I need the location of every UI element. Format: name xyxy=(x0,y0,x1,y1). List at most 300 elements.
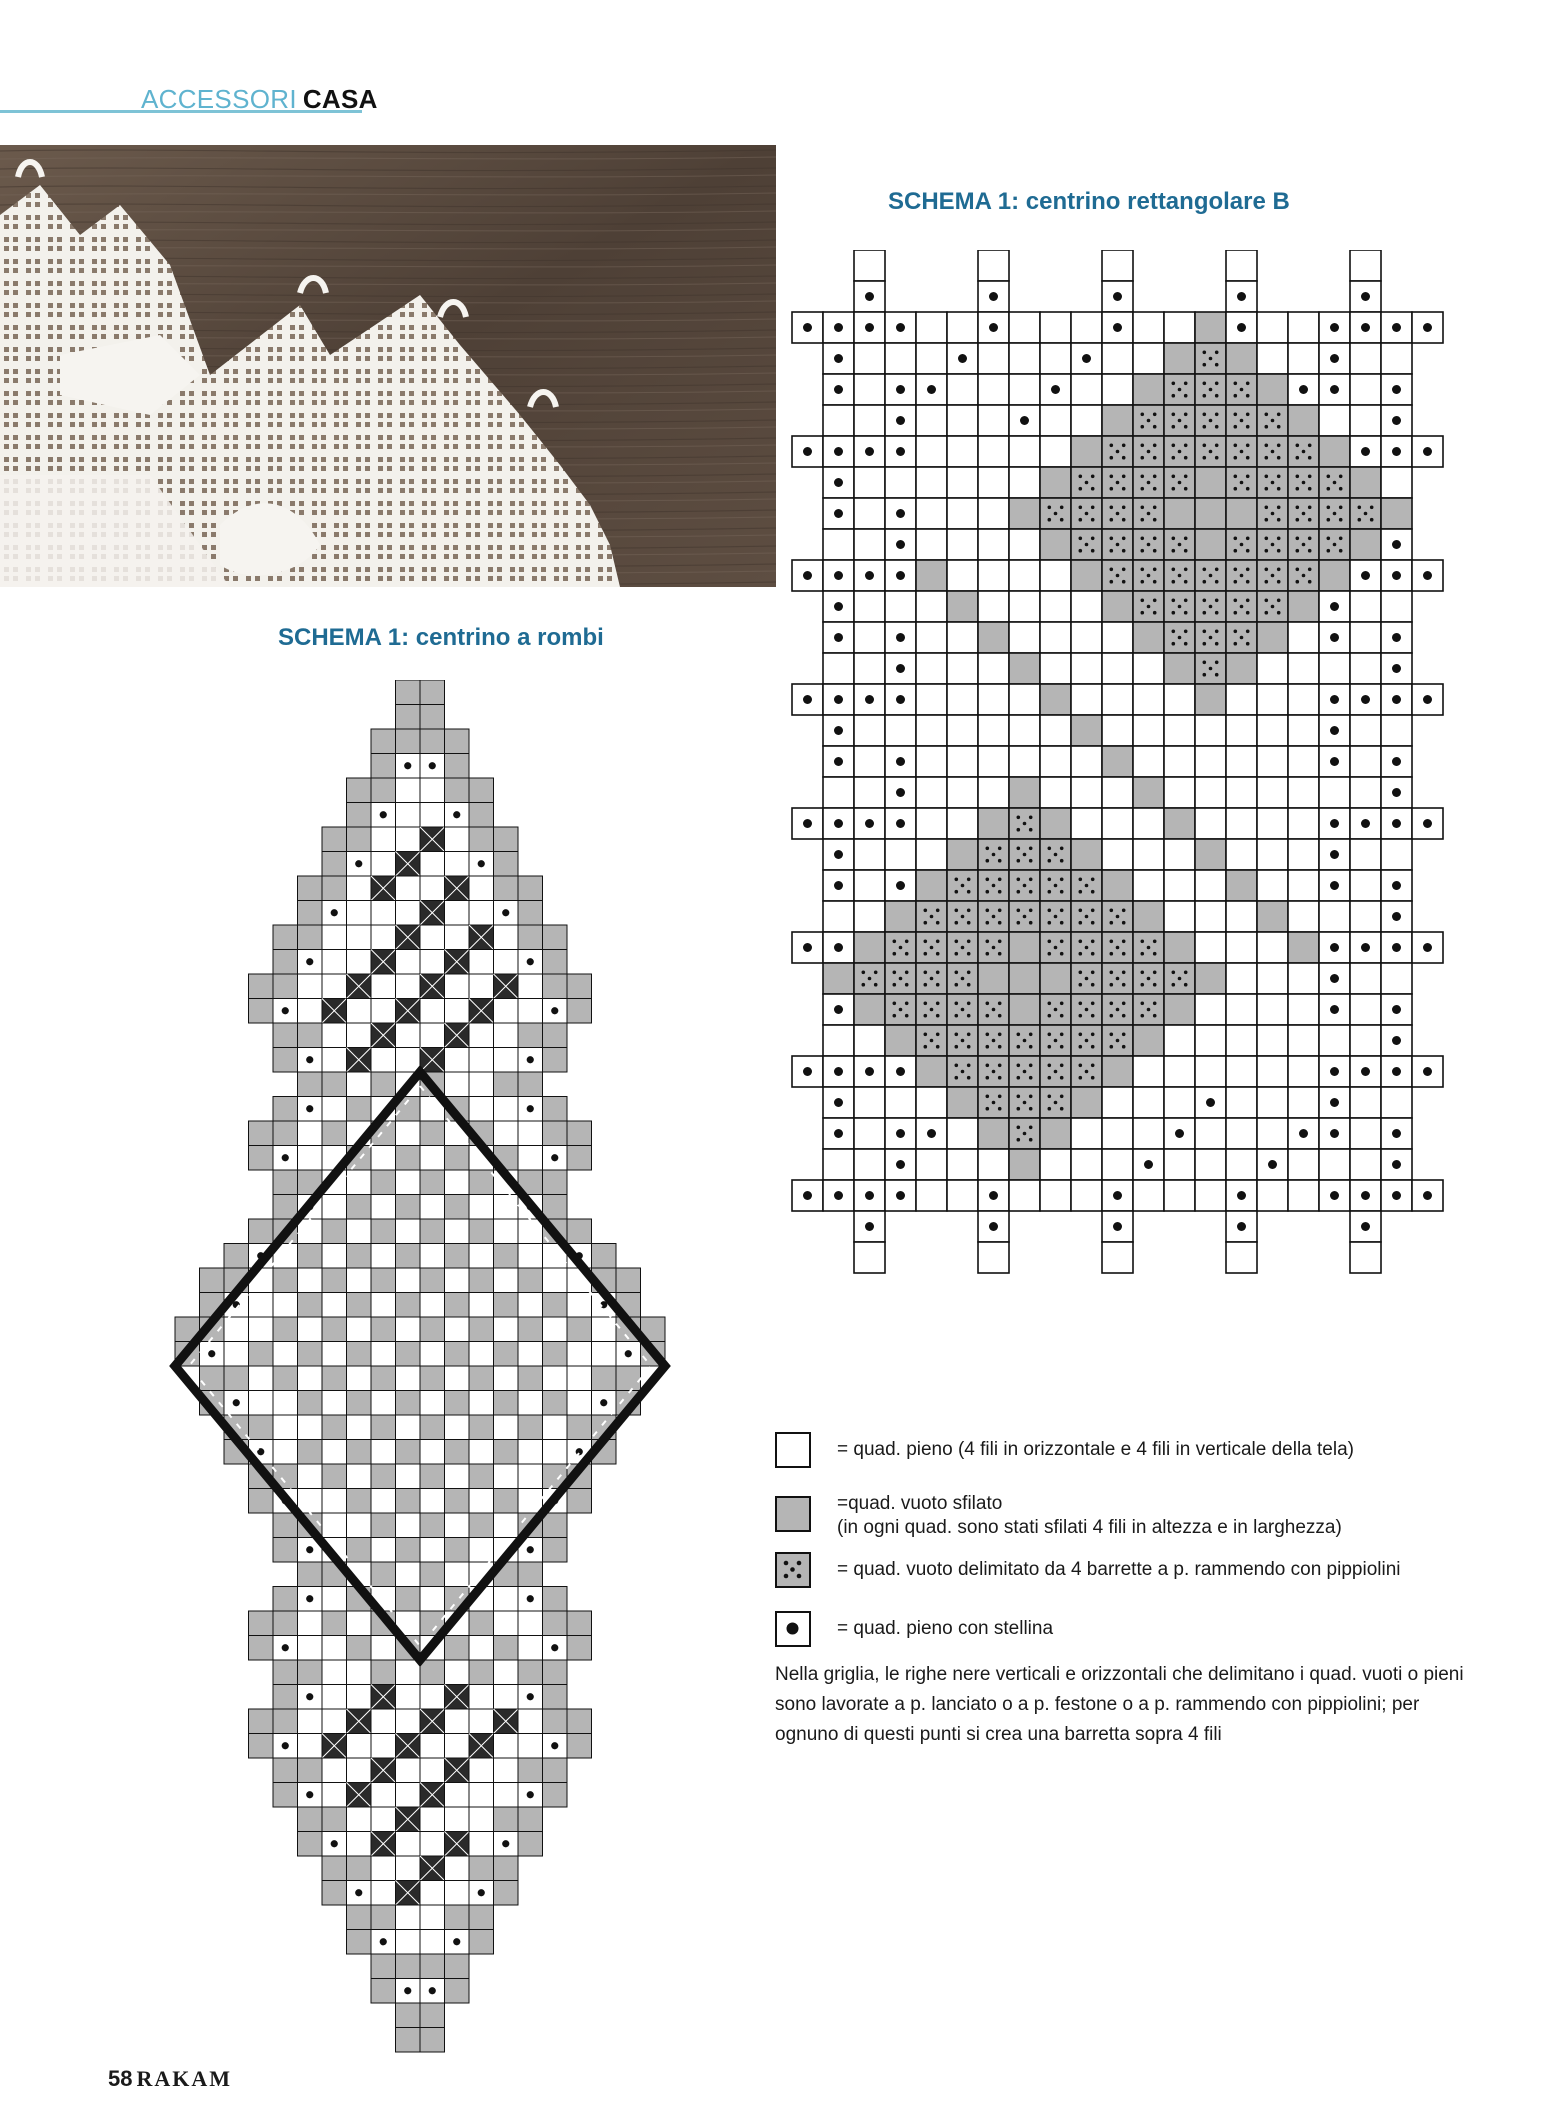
diamond-cell xyxy=(347,1244,372,1269)
rect-cell-full xyxy=(916,343,947,374)
rect-picot-dot xyxy=(1296,456,1300,460)
diamond-cell xyxy=(445,1709,470,1734)
lace-illustration xyxy=(0,145,776,587)
diamond-star-dot xyxy=(502,1840,509,1847)
rect-cell-full xyxy=(1381,715,1412,746)
rect-cell-full xyxy=(1288,746,1319,777)
rect-picot-dot xyxy=(1277,549,1281,553)
rect-picot-dot xyxy=(1029,847,1033,851)
rect-picot-dot xyxy=(1209,574,1213,578)
diamond-cell xyxy=(396,1293,421,1318)
rect-cell-full xyxy=(1009,312,1040,343)
rect-cell-full xyxy=(854,343,885,374)
diamond-cell xyxy=(249,1293,274,1318)
rect-cell-full xyxy=(1195,1180,1226,1211)
rect-cell-full xyxy=(1164,1180,1195,1211)
rect-cell-full xyxy=(1133,746,1164,777)
rect-cell-empty xyxy=(978,963,1009,994)
rect-star-dot xyxy=(1392,664,1401,673)
rect-star-dot xyxy=(803,1067,812,1076)
rect-picot-dot xyxy=(1209,636,1213,640)
rect-picot-dot xyxy=(1265,611,1269,615)
rect-picot-dot xyxy=(998,1107,1002,1111)
diamond-cell xyxy=(249,1317,274,1342)
rect-picot-dot xyxy=(1060,921,1064,925)
rect-picot-dot xyxy=(1153,983,1157,987)
rect-cell-empty xyxy=(1350,529,1381,560)
rect-picot-dot xyxy=(1153,413,1157,417)
rect-picot-dot xyxy=(1029,909,1033,913)
rect-picot-dot xyxy=(1308,537,1312,541)
diamond-cell xyxy=(494,1758,519,1783)
diamond-cell xyxy=(371,1856,396,1881)
legend-item-star xyxy=(775,1611,1495,1651)
rect-cell-empty xyxy=(1009,498,1040,529)
rect-picot-dot xyxy=(1091,971,1095,975)
diamond-cell xyxy=(445,778,470,803)
diamond-cell xyxy=(298,1611,323,1636)
diamond-cell xyxy=(445,1881,470,1906)
diamond-cell xyxy=(543,1758,568,1783)
legend-text-dotted: = quad. vuoto delimitato da 4 barrette a p. rammendo con pippiolini xyxy=(837,1559,1401,1580)
rect-picot-dot xyxy=(1172,549,1176,553)
diamond-cell xyxy=(396,680,421,705)
rect-star-dot xyxy=(803,571,812,580)
rect-cell-empty xyxy=(1009,932,1040,963)
rect-picot-dot xyxy=(1358,518,1362,522)
rect-star-dot xyxy=(834,850,843,859)
diamond-cell xyxy=(396,1268,421,1293)
rect-cell-empty xyxy=(1164,343,1195,374)
rect-cell-full xyxy=(1133,1180,1164,1211)
rect-cell-full xyxy=(1257,684,1288,715)
diamond-cell xyxy=(298,901,323,926)
legend-dotted-square-icon xyxy=(775,1552,811,1588)
rect-cell-full xyxy=(916,622,947,653)
rect-cell-full xyxy=(1102,250,1133,281)
rect-picot-dot xyxy=(1203,394,1207,398)
rect-picot-dot xyxy=(1203,599,1207,603)
rect-picot-dot xyxy=(1048,1064,1052,1068)
diamond-cell xyxy=(445,1905,470,1930)
rect-picot-dot xyxy=(1178,450,1182,454)
diamond-cell xyxy=(347,1856,372,1881)
rect-picot-dot xyxy=(1122,580,1126,584)
diamond-cell xyxy=(371,778,396,803)
rect-picot-dot xyxy=(1203,568,1207,572)
rect-cell-full xyxy=(1164,901,1195,932)
diamond-cell xyxy=(494,1097,519,1122)
rect-picot-dot xyxy=(1048,890,1052,894)
rect-cell-empty xyxy=(885,1025,916,1056)
rect-cell-full xyxy=(916,746,947,777)
rect-cell-full xyxy=(1133,870,1164,901)
rect-cell-full xyxy=(1319,1025,1350,1056)
rect-picot-dot xyxy=(1240,636,1244,640)
rect-picot-dot xyxy=(1172,456,1176,460)
diamond-cell xyxy=(298,1758,323,1783)
rect-picot-dot xyxy=(986,1107,990,1111)
diamond-cell xyxy=(469,1783,494,1808)
rect-picot-dot xyxy=(1153,487,1157,491)
diamond-cell xyxy=(200,1268,225,1293)
diamond-cell xyxy=(469,1611,494,1636)
diamond-star-dot xyxy=(355,860,362,867)
rect-picot-dot xyxy=(998,940,1002,944)
rect-picot-dot xyxy=(1048,1107,1052,1111)
rect-cell-full xyxy=(885,343,916,374)
diamond-cell xyxy=(518,1489,543,1514)
rect-star-dot xyxy=(1392,323,1401,332)
diamond-star-dot xyxy=(551,1154,558,1161)
diamond-cell xyxy=(469,1930,494,1955)
diamond-cell xyxy=(298,1709,323,1734)
rect-cell-empty xyxy=(1133,777,1164,808)
rect-cell-full xyxy=(1009,560,1040,591)
rect-star-dot xyxy=(1392,447,1401,456)
rect-cell-full xyxy=(1195,870,1226,901)
rect-picot-dot xyxy=(862,983,866,987)
rect-cell-full xyxy=(1071,808,1102,839)
schema-rect-grid xyxy=(790,250,1460,1300)
rect-picot-dot xyxy=(1209,450,1213,454)
rect-cell-full xyxy=(1195,901,1226,932)
rect-star-dot xyxy=(1237,1222,1246,1231)
diamond-cell xyxy=(298,1440,323,1465)
rect-picot-dot xyxy=(1054,946,1058,950)
rect-cell-full xyxy=(947,498,978,529)
diamond-cell xyxy=(420,1562,445,1587)
rect-star-dot xyxy=(1361,571,1370,580)
diamond-cell xyxy=(469,1170,494,1195)
rect-picot-dot xyxy=(986,1002,990,1006)
diamond-cell xyxy=(298,1562,323,1587)
rect-star-dot xyxy=(834,323,843,332)
rect-picot-dot xyxy=(924,909,928,913)
legend-dot-square-icon xyxy=(775,1611,811,1647)
rect-cell-full xyxy=(1071,374,1102,405)
diamond-cell xyxy=(592,1342,617,1367)
diamond-cell xyxy=(567,1366,592,1391)
diamond-cell xyxy=(543,1293,568,1318)
rect-cell-full xyxy=(916,312,947,343)
diamond-star-dot xyxy=(502,909,509,916)
diamond-cell xyxy=(298,1146,323,1171)
rect-picot-dot xyxy=(967,909,971,913)
rect-picot-dot xyxy=(1234,580,1238,584)
diamond-cell xyxy=(322,1685,347,1710)
diamond-cell xyxy=(322,1366,347,1391)
diamond-cell xyxy=(322,1489,347,1514)
rect-picot-dot xyxy=(1234,475,1238,479)
diamond-cell xyxy=(371,1905,396,1930)
rect-picot-dot xyxy=(1017,1107,1021,1111)
rect-cell-full xyxy=(1226,777,1257,808)
rect-star-dot xyxy=(1330,881,1339,890)
diamond-cell xyxy=(445,1538,470,1563)
rect-star-dot xyxy=(803,323,812,332)
diamond-cell xyxy=(469,778,494,803)
diamond-cell xyxy=(396,1513,421,1538)
rect-picot-dot xyxy=(1141,940,1145,944)
rect-cell-full xyxy=(1164,839,1195,870)
rect-cell-full xyxy=(1288,777,1319,808)
rect-star-dot xyxy=(1330,757,1339,766)
rect-picot-dot xyxy=(1147,574,1151,578)
rect-star-dot xyxy=(803,819,812,828)
diamond-cell xyxy=(371,1881,396,1906)
rect-picot-dot xyxy=(1296,568,1300,572)
diamond-cell xyxy=(420,1366,445,1391)
rect-star-dot xyxy=(1144,1160,1153,1169)
diamond-cell xyxy=(445,1783,470,1808)
rect-picot-dot xyxy=(1060,859,1064,863)
diamond-cell xyxy=(567,1391,592,1416)
diamond-cell xyxy=(543,950,568,975)
rect-cell-full xyxy=(1071,777,1102,808)
rect-star-dot xyxy=(865,447,874,456)
diamond-cell xyxy=(396,1366,421,1391)
diamond-cell xyxy=(420,1758,445,1783)
diamond-cell xyxy=(273,1685,298,1710)
rect-cell-full xyxy=(916,467,947,498)
diamond-cell xyxy=(298,1807,323,1832)
rect-star-dot xyxy=(1330,1005,1339,1014)
diamond-cell xyxy=(347,1342,372,1367)
diamond-cell xyxy=(298,1268,323,1293)
diamond-cell xyxy=(371,1244,396,1269)
rect-picot-dot xyxy=(998,878,1002,882)
rect-picot-dot xyxy=(1122,475,1126,479)
rect-cell-full xyxy=(854,746,885,777)
rect-picot-dot xyxy=(893,983,897,987)
rect-picot-dot xyxy=(1153,568,1157,572)
diamond-cell xyxy=(494,1244,519,1269)
diamond-star-dot xyxy=(527,1693,534,1700)
diamond-cell xyxy=(543,1366,568,1391)
rect-picot-dot xyxy=(1184,537,1188,541)
diamond-cell xyxy=(273,1268,298,1293)
diamond-cell xyxy=(518,1415,543,1440)
diamond-cell xyxy=(518,1121,543,1146)
rect-star-dot xyxy=(834,354,843,363)
diamond-cell xyxy=(567,1146,592,1171)
diamond-cell xyxy=(469,1905,494,1930)
diamond-cell xyxy=(518,1366,543,1391)
rect-picot-dot xyxy=(1308,549,1312,553)
page-footer xyxy=(108,2066,232,2092)
diamond-cell xyxy=(420,1391,445,1416)
diamond-cell xyxy=(445,1440,470,1465)
rect-picot-dot xyxy=(1110,518,1114,522)
rect-picot-dot xyxy=(1153,444,1157,448)
rect-star-dot xyxy=(896,788,905,797)
diamond-cell xyxy=(518,1244,543,1269)
rect-picot-dot xyxy=(893,952,897,956)
diamond-cell xyxy=(322,925,347,950)
diamond-cell xyxy=(298,1415,323,1440)
rect-picot-dot xyxy=(1079,890,1083,894)
rect-picot-dot xyxy=(1048,847,1052,851)
diamond-cell xyxy=(567,1636,592,1661)
rect-picot-dot xyxy=(1110,1002,1114,1006)
rect-picot-dot xyxy=(936,940,940,944)
rect-picot-dot xyxy=(1240,605,1244,609)
diamond-cell xyxy=(371,1562,396,1587)
legend-note: Nella griglia, le righe nere verticali e orizzontali che delimitano i quad. vuoti o pieni sono lavorate a p. lanciato o a p. festone o a p. rammendo con pippiolini; per ognuno di questi punti si crea una barretta sopra 4 fili xyxy=(775,1664,1464,1745)
rect-picot-dot xyxy=(1296,475,1300,479)
rect-picot-dot xyxy=(1265,413,1269,417)
diamond-cell xyxy=(347,876,372,901)
rect-picot-dot xyxy=(924,1002,928,1006)
rect-cell-full xyxy=(1009,591,1040,622)
rect-picot-dot xyxy=(1246,475,1250,479)
diamond-cell xyxy=(469,1513,494,1538)
rect-picot-dot xyxy=(1215,413,1219,417)
rect-picot-dot xyxy=(1085,1008,1089,1012)
diamond-cell xyxy=(518,1023,543,1048)
rect-picot-dot xyxy=(1085,946,1089,950)
diamond-cell xyxy=(592,1366,617,1391)
diamond-cell xyxy=(322,1195,347,1220)
rect-picot-dot xyxy=(1339,487,1343,491)
diamond-cell xyxy=(420,1538,445,1563)
rect-cell-full xyxy=(1133,1118,1164,1149)
diamond-cell xyxy=(298,1121,323,1146)
rect-cell-full xyxy=(1102,653,1133,684)
diamond-star-dot xyxy=(527,958,534,965)
rect-cell-full xyxy=(1164,746,1195,777)
diamond-cell xyxy=(273,1023,298,1048)
rect-picot-dot xyxy=(930,1039,934,1043)
rect-star-dot xyxy=(1051,385,1060,394)
diamond-cell xyxy=(567,1734,592,1759)
rect-picot-dot xyxy=(1234,630,1238,634)
diamond-cell xyxy=(396,1048,421,1073)
rect-picot-dot xyxy=(1017,847,1021,851)
diamond-star-dot xyxy=(453,1938,460,1945)
rect-picot-dot xyxy=(1029,878,1033,882)
diamond-cell xyxy=(420,803,445,828)
diamond-cell xyxy=(518,1832,543,1857)
rect-picot-dot xyxy=(1308,580,1312,584)
rect-picot-dot xyxy=(1048,506,1052,510)
rect-picot-dot xyxy=(961,946,965,950)
rect-picot-dot xyxy=(924,1014,928,1018)
diamond-cell xyxy=(298,1660,323,1685)
diamond-cell xyxy=(249,1391,274,1416)
rect-star-dot xyxy=(1361,1067,1370,1076)
rect-picot-dot xyxy=(1147,977,1151,981)
rect-picot-dot xyxy=(1122,1045,1126,1049)
rect-picot-dot xyxy=(1184,425,1188,429)
rect-picot-dot xyxy=(986,1076,990,1080)
rect-cell-full xyxy=(1288,653,1319,684)
rect-star-dot xyxy=(1392,881,1401,890)
rect-cell-full xyxy=(1009,343,1040,374)
rect-cell-full xyxy=(1350,746,1381,777)
rect-cell-full xyxy=(1133,343,1164,374)
rect-cell-full xyxy=(1071,312,1102,343)
rect-cell-empty xyxy=(916,870,947,901)
rect-cell-full xyxy=(1133,312,1164,343)
rect-cell-full xyxy=(1040,1180,1071,1211)
diamond-cell xyxy=(469,1538,494,1563)
diamond-cell xyxy=(420,1905,445,1930)
diamond-star-dot xyxy=(306,1056,313,1063)
rect-picot-dot xyxy=(1116,450,1120,454)
rect-picot-dot xyxy=(1141,971,1145,975)
diamond-cell xyxy=(567,1611,592,1636)
rect-cell-full xyxy=(916,684,947,715)
rect-picot-dot xyxy=(1079,952,1083,956)
rect-cell-full xyxy=(1195,1118,1226,1149)
rect-picot-dot xyxy=(998,847,1002,851)
rect-picot-dot xyxy=(1122,487,1126,491)
rect-picot-dot xyxy=(1141,983,1145,987)
rect-star-dot xyxy=(896,664,905,673)
rect-picot-dot xyxy=(899,946,903,950)
rect-picot-dot xyxy=(1296,549,1300,553)
rect-picot-dot xyxy=(1091,1014,1095,1018)
diamond-cell xyxy=(518,1391,543,1416)
rect-picot-dot xyxy=(1017,1033,1021,1037)
rect-picot-dot xyxy=(1234,599,1238,603)
diamond-cell xyxy=(396,1832,421,1857)
rect-star-dot xyxy=(1392,1067,1401,1076)
rect-picot-dot xyxy=(1240,388,1244,392)
diamond-cell xyxy=(616,1366,641,1391)
rect-picot-dot xyxy=(986,909,990,913)
diamond-cell xyxy=(298,925,323,950)
rect-picot-dot xyxy=(1327,506,1331,510)
rect-picot-dot xyxy=(955,983,959,987)
diamond-cell xyxy=(371,1195,396,1220)
rect-picot-dot xyxy=(1060,1064,1064,1068)
diamond-cell xyxy=(518,925,543,950)
rect-cell-empty xyxy=(1195,312,1226,343)
rect-picot-dot xyxy=(1240,419,1244,423)
rect-picot-dot xyxy=(1122,921,1126,925)
rect-picot-dot xyxy=(1060,1107,1064,1111)
rect-picot-dot xyxy=(955,1033,959,1037)
diamond-cell xyxy=(273,1391,298,1416)
rect-cell-full xyxy=(978,746,1009,777)
rect-picot-dot xyxy=(874,971,878,975)
rect-picot-dot xyxy=(1172,394,1176,398)
rect-picot-dot xyxy=(1364,512,1368,516)
rect-cell-full xyxy=(1133,684,1164,715)
diamond-cell xyxy=(273,950,298,975)
rect-picot-dot xyxy=(1122,568,1126,572)
rect-picot-dot xyxy=(1339,549,1343,553)
legend-grey-square-icon xyxy=(775,1496,811,1532)
diamond-cell xyxy=(396,1440,421,1465)
diamond-cell xyxy=(445,1489,470,1514)
diamond-cell xyxy=(543,1587,568,1612)
rect-cell-full xyxy=(1102,684,1133,715)
rect-picot-dot xyxy=(1116,574,1120,578)
diamond-cell xyxy=(543,1415,568,1440)
diamond-cell xyxy=(371,1636,396,1661)
rect-picot-dot xyxy=(1116,915,1120,919)
rect-picot-dot xyxy=(1246,549,1250,553)
rect-picot-dot xyxy=(1184,549,1188,553)
rect-star-dot xyxy=(1423,1191,1432,1200)
diamond-cell xyxy=(249,1342,274,1367)
rect-cell-full xyxy=(1226,1025,1257,1056)
rect-picot-dot xyxy=(1048,1014,1052,1018)
